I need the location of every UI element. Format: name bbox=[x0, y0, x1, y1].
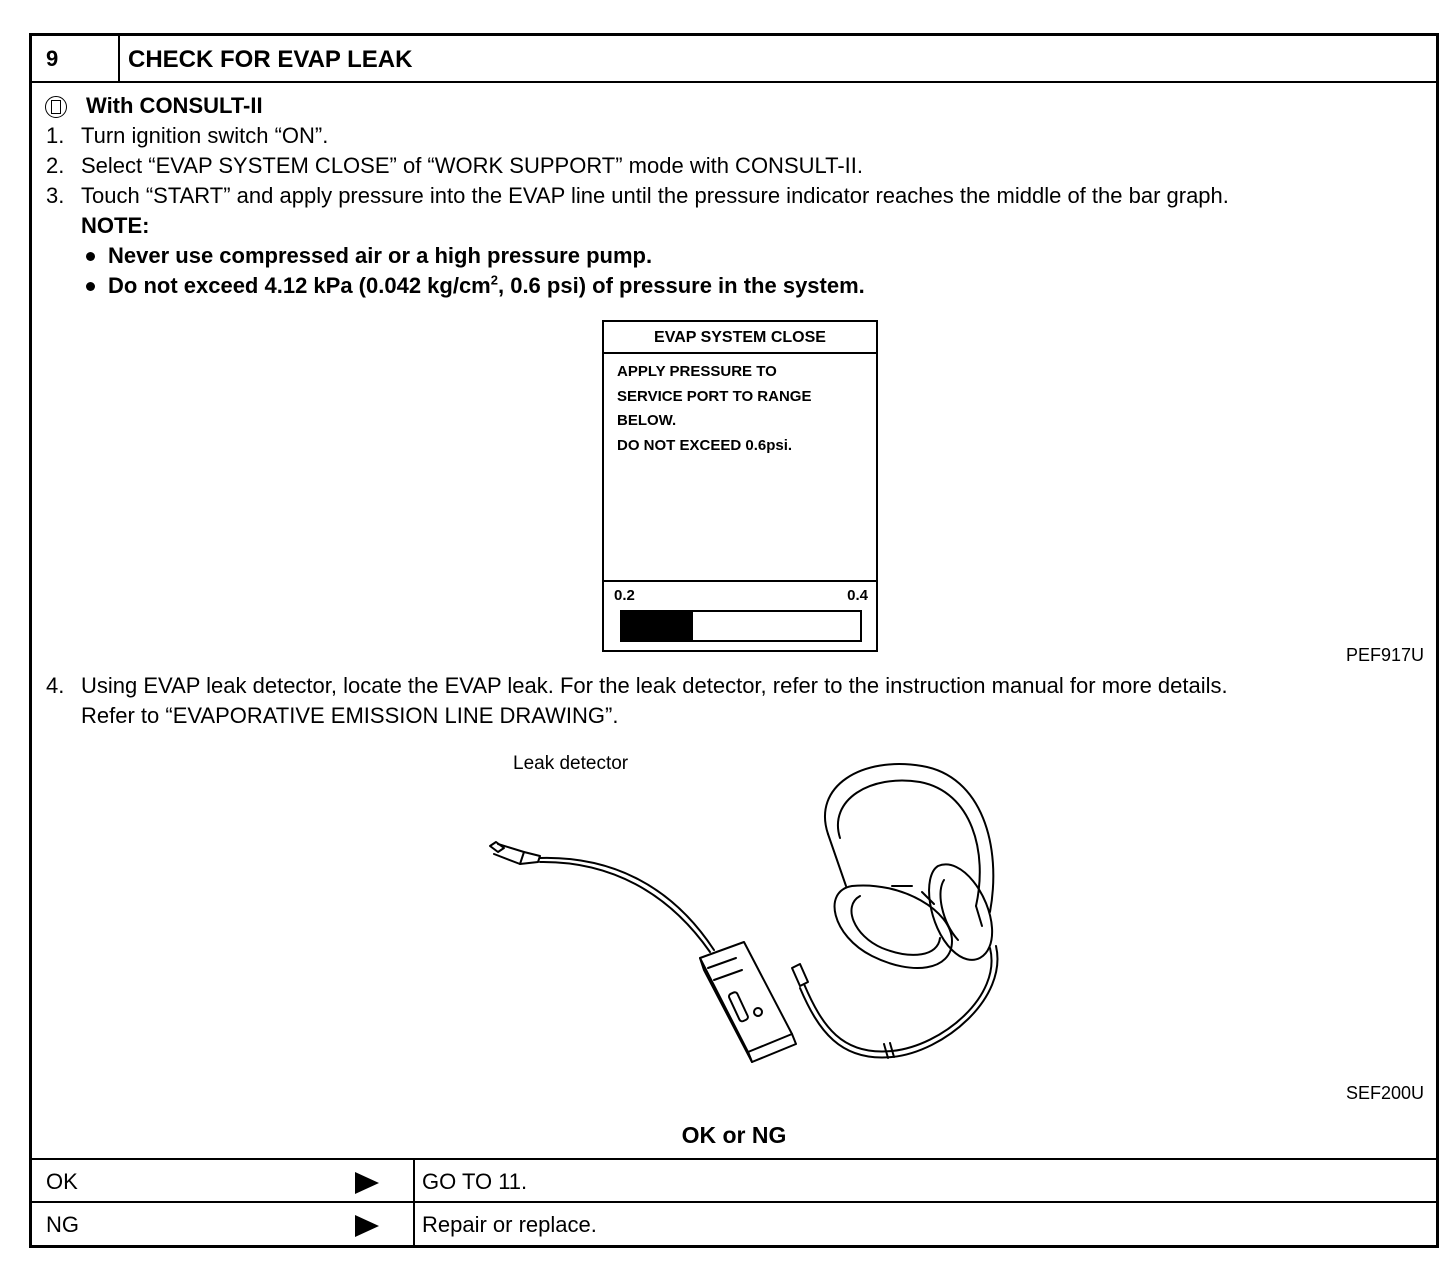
step-1-num: 1. bbox=[46, 123, 65, 148]
step-2-num: 2. bbox=[46, 153, 65, 178]
detector-box bbox=[700, 942, 792, 1052]
range-high-label: 0.4 bbox=[847, 587, 868, 604]
leak-detector-illustration bbox=[482, 736, 1002, 1086]
step-3-text: Touch “START” and apply pressure into the EVAP line until the pressure indicator reaches the middle of the bar graph. bbox=[81, 183, 1229, 208]
figure-code-sef200u: SEF200U bbox=[1345, 1083, 1424, 1103]
consult-screen bbox=[602, 320, 878, 652]
screen-line: DO NOT EXCEED 0.6psi. bbox=[617, 436, 793, 454]
note-bullet-2-sup: 2 bbox=[490, 272, 498, 288]
screen-line: APPLY PRESSURE TO bbox=[617, 363, 777, 380]
step-title: CHECK FOR EVAP LEAK bbox=[128, 46, 413, 73]
result-label: NG bbox=[46, 1212, 79, 1237]
screen-divider bbox=[604, 580, 876, 582]
bullet-dot bbox=[86, 282, 95, 291]
step-3-num: 3. bbox=[46, 183, 65, 208]
step-number: 9 bbox=[32, 36, 120, 81]
result-label: OK bbox=[46, 1169, 78, 1194]
result-row-ng bbox=[32, 1201, 1436, 1245]
step-1-text: Turn ignition switch “ON”. bbox=[81, 123, 329, 148]
table-header bbox=[32, 36, 1436, 83]
step-4-text-2: Refer to “EVAPORATIVE EMISSION LINE DRAWING”. bbox=[81, 703, 619, 728]
ear-cup-left bbox=[835, 885, 952, 968]
pressure-bar-graph bbox=[620, 610, 862, 642]
consult-icon bbox=[45, 96, 67, 118]
result-action: GO TO 11. bbox=[422, 1169, 528, 1194]
result-row-ok bbox=[32, 1158, 1436, 1202]
arrow-right-icon bbox=[355, 1215, 379, 1237]
step-4-num: 4. bbox=[46, 673, 65, 698]
result-column-divider bbox=[413, 1158, 415, 1245]
check-table bbox=[29, 33, 1439, 1248]
note-bullet-2-pre: Do not exceed 4.12 kPa (0.042 kg/cm bbox=[108, 273, 491, 298]
pressure-bar-fill bbox=[622, 612, 693, 640]
screen-message bbox=[617, 360, 811, 458]
result-action: Repair or replace. bbox=[422, 1212, 597, 1237]
range-low-label: 0.2 bbox=[614, 587, 635, 604]
note-bullet-2 bbox=[108, 271, 865, 301]
figure-code-pef917u: PEF917U bbox=[1345, 645, 1424, 665]
note-bullet-2-post: , 0.6 psi) of pressure in the system. bbox=[497, 273, 865, 298]
probe-body bbox=[494, 844, 524, 864]
headband bbox=[825, 764, 993, 912]
arrow-right-icon bbox=[355, 1172, 379, 1194]
probe-tip bbox=[490, 842, 504, 852]
step-4-text: Using EVAP leak detector, locate the EVAP leak. For the leak detector, refer to the instruction manual for more details. bbox=[81, 673, 1228, 698]
bullet-dot bbox=[86, 252, 95, 261]
note-label: NOTE: bbox=[81, 213, 150, 238]
screen-title: EVAP SYSTEM CLOSE bbox=[604, 322, 876, 354]
screen-line: BELOW. bbox=[617, 412, 677, 429]
screen-line: SERVICE PORT TO RANGE bbox=[617, 387, 812, 405]
step-2-text: Select “EVAP SYSTEM CLOSE” of “WORK SUPPORT” mode with CONSULT-II. bbox=[81, 153, 863, 178]
result-heading: OK or NG bbox=[681, 1122, 787, 1148]
consult-heading: With CONSULT-II bbox=[86, 93, 263, 118]
leak-detector-label: Leak detector bbox=[513, 753, 629, 774]
note-bullet-1: Never use compressed air or a high pressure pump. bbox=[108, 243, 653, 268]
